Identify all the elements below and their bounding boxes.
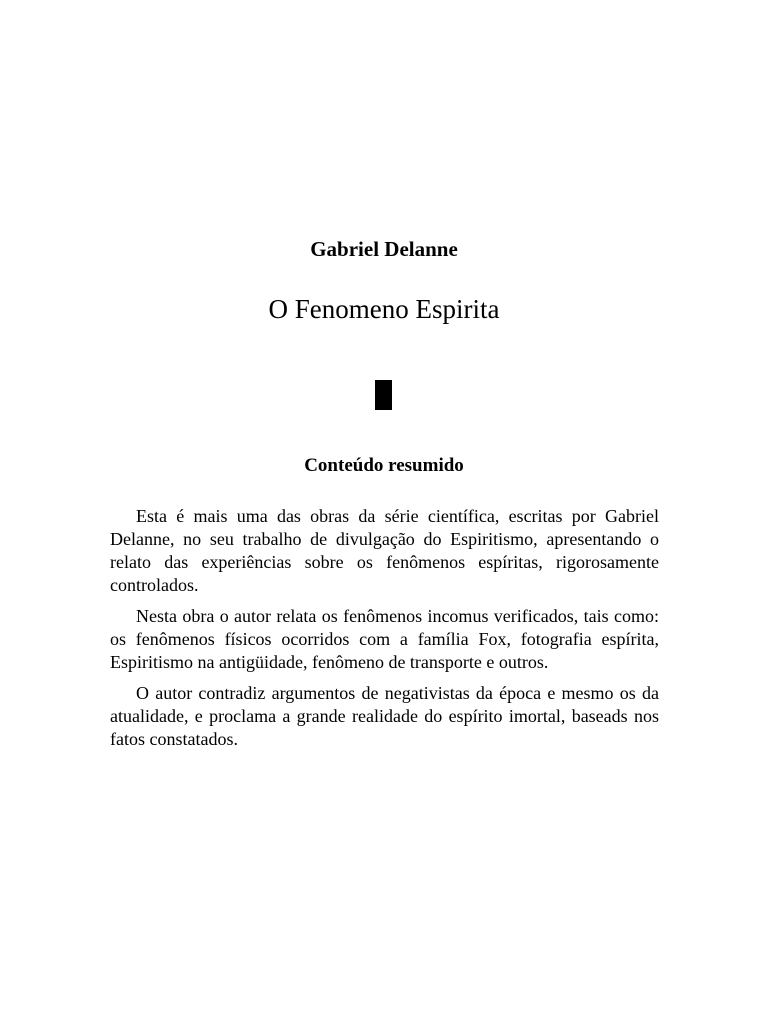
section-heading: Conteúdo resumido bbox=[304, 455, 464, 476]
book-title: O Fenomeno Espirita bbox=[268, 294, 500, 324]
summary-paragraph-1: Esta é mais uma das obras da série científica, escritas por Gabriel Delanne, no seu trabalho de divulgação do Espiritismo, apresentando o relato das experiências sobre os fenômenos espíritas, rigorosamente controlados. bbox=[110, 506, 659, 595]
black-block-marker bbox=[375, 380, 392, 410]
summary-body bbox=[110, 505, 659, 759]
summary-paragraph-2: Nesta obra o autor relata os fenômenos incomus verificados, tais como: os fenômenos físicos ocorridos com a família Fox, fotografia espírita, Espiritismo na antigüidade, fenômeno de transporte e outros. bbox=[110, 606, 659, 672]
author-name: Gabriel Delanne bbox=[310, 237, 458, 261]
summary-paragraph-3: O autor contradiz argumentos de negativistas da época e mesmo os da atualidade, e proclama a grande realidade do espírito imortal, baseads nos fatos constatados. bbox=[110, 683, 659, 749]
